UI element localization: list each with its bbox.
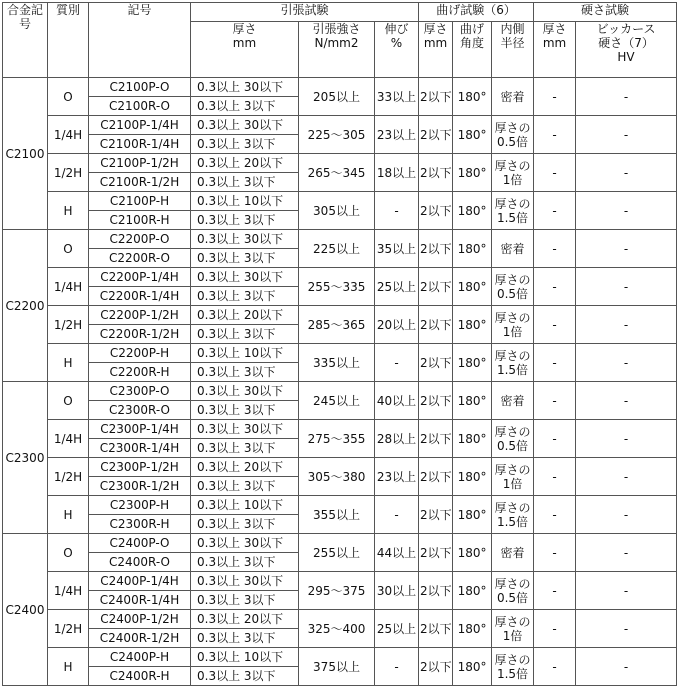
symbol-cell: C2100P-1/4H	[89, 116, 191, 135]
vickers-hardness-cell: -	[576, 344, 677, 382]
symbol-cell: C2100P-O	[89, 78, 191, 97]
symbol-cell: C2300P-1/4H	[89, 420, 191, 439]
vickers-hardness-cell: -	[576, 610, 677, 648]
symbol-cell: C2200P-O	[89, 230, 191, 249]
elongation-cell: 44以上	[375, 534, 419, 572]
symbol-cell: C2100R-H	[89, 211, 191, 230]
inner-radius-cell: 厚さの 0.5倍	[492, 268, 534, 306]
thickness-range-cell: 0.3以上 30以下	[191, 420, 299, 439]
tensile-strength-cell: 245以上	[299, 382, 375, 420]
temper-cell: 1/4H	[48, 420, 89, 458]
temper-cell: H	[48, 192, 89, 230]
inner-radius-cell: 密着	[492, 78, 534, 116]
hardness-thickness-cell: -	[534, 420, 576, 458]
bend-angle-cell: 180°	[453, 534, 492, 572]
hardness-thickness-cell: -	[534, 610, 576, 648]
elongation-cell: 25以上	[375, 610, 419, 648]
copper-alloy-spec-table	[2, 2, 677, 686]
inner-radius-cell: 厚さの 1.5倍	[492, 648, 534, 686]
temper-cell: H	[48, 344, 89, 382]
elongation-cell: -	[375, 496, 419, 534]
table-row	[3, 306, 677, 325]
thickness-range-cell: 0.3以上 3以下	[191, 629, 299, 648]
symbol-cell: C2200R-H	[89, 363, 191, 382]
thickness-range-cell: 0.3以上 3以下	[191, 173, 299, 192]
symbol-cell: C2400R-O	[89, 553, 191, 572]
bend-angle-cell: 180°	[453, 648, 492, 686]
vickers-hardness-cell: -	[576, 268, 677, 306]
elongation-cell: 25以上	[375, 268, 419, 306]
header-bend-angle: 曲げ 角度	[453, 22, 492, 78]
tensile-strength-cell: 255～335	[299, 268, 375, 306]
inner-radius-cell: 厚さの 1倍	[492, 154, 534, 192]
table-row	[3, 116, 677, 135]
table-row	[3, 78, 677, 97]
header-inner-radius: 内側 半径	[492, 22, 534, 78]
table-row	[3, 382, 677, 401]
hardness-thickness-cell: -	[534, 458, 576, 496]
bend-thickness-cell: 2以下	[419, 610, 453, 648]
temper-cell: H	[48, 648, 89, 686]
elongation-cell: 18以上	[375, 154, 419, 192]
elongation-cell: 30以上	[375, 572, 419, 610]
hardness-thickness-cell: -	[534, 154, 576, 192]
tensile-strength-cell: 375以上	[299, 648, 375, 686]
symbol-cell: C2200R-1/4H	[89, 287, 191, 306]
thickness-range-cell: 0.3以上 20以下	[191, 154, 299, 173]
bend-angle-cell: 180°	[453, 610, 492, 648]
thickness-range-cell: 0.3以上 20以下	[191, 610, 299, 629]
alloy-cell: C2100	[3, 78, 48, 230]
thickness-range-cell: 0.3以上 20以下	[191, 306, 299, 325]
header-vickers-hardness: ビッカース 硬さ（7） HV	[576, 22, 677, 78]
bend-angle-cell: 180°	[453, 420, 492, 458]
symbol-cell: C2400P-1/2H	[89, 610, 191, 629]
bend-thickness-cell: 2以下	[419, 382, 453, 420]
inner-radius-cell: 厚さの 1.5倍	[492, 496, 534, 534]
tensile-strength-cell: 305以上	[299, 192, 375, 230]
hardness-thickness-cell: -	[534, 496, 576, 534]
tensile-strength-cell: 295～375	[299, 572, 375, 610]
hardness-thickness-cell: -	[534, 344, 576, 382]
hardness-thickness-cell: -	[534, 648, 576, 686]
vickers-hardness-cell: -	[576, 572, 677, 610]
tensile-strength-cell: 255以上	[299, 534, 375, 572]
temper-cell: O	[48, 382, 89, 420]
bend-angle-cell: 180°	[453, 496, 492, 534]
symbol-cell: C2300P-H	[89, 496, 191, 515]
temper-cell: 1/2H	[48, 154, 89, 192]
thickness-range-cell: 0.3以上 3以下	[191, 667, 299, 686]
temper-cell: 1/4H	[48, 268, 89, 306]
temper-cell: 1/4H	[48, 116, 89, 154]
tensile-strength-cell: 355以上	[299, 496, 375, 534]
symbol-cell: C2100R-1/4H	[89, 135, 191, 154]
thickness-range-cell: 0.3以上 3以下	[191, 515, 299, 534]
symbol-cell: C2300R-1/2H	[89, 477, 191, 496]
bend-thickness-cell: 2以下	[419, 154, 453, 192]
tensile-strength-cell: 335以上	[299, 344, 375, 382]
inner-radius-cell: 厚さの 1.5倍	[492, 192, 534, 230]
bend-thickness-cell: 2以下	[419, 78, 453, 116]
inner-radius-cell: 厚さの 1.5倍	[492, 344, 534, 382]
tensile-strength-cell: 205以上	[299, 78, 375, 116]
thickness-range-cell: 0.3以上 30以下	[191, 78, 299, 97]
hardness-thickness-cell: -	[534, 268, 576, 306]
symbol-cell: C2100R-1/2H	[89, 173, 191, 192]
temper-cell: 1/2H	[48, 610, 89, 648]
bend-angle-cell: 180°	[453, 306, 492, 344]
table-row	[3, 534, 677, 553]
symbol-cell: C2300P-O	[89, 382, 191, 401]
elongation-cell: -	[375, 344, 419, 382]
symbol-cell: C2400P-H	[89, 648, 191, 667]
hardness-thickness-cell: -	[534, 116, 576, 154]
alloy-cell: C2300	[3, 382, 48, 534]
inner-radius-cell: 厚さの 1倍	[492, 458, 534, 496]
thickness-range-cell: 0.3以上 10以下	[191, 496, 299, 515]
inner-radius-cell: 密着	[492, 534, 534, 572]
vickers-hardness-cell: -	[576, 648, 677, 686]
header-tensile-strength: 引張強さ N/mm2	[299, 22, 375, 78]
thickness-range-cell: 0.3以上 3以下	[191, 325, 299, 344]
tensile-strength-cell: 225以上	[299, 230, 375, 268]
symbol-cell: C2200P-H	[89, 344, 191, 363]
inner-radius-cell: 厚さの 1倍	[492, 610, 534, 648]
elongation-cell: 40以上	[375, 382, 419, 420]
thickness-range-cell: 0.3以上 30以下	[191, 116, 299, 135]
header-hardness-test: 硬さ試験	[534, 3, 677, 22]
thickness-range-cell: 0.3以上 3以下	[191, 363, 299, 382]
header-symbol: 記号	[89, 3, 191, 78]
alloy-cell: C2400	[3, 534, 48, 686]
symbol-cell: C2200R-1/2H	[89, 325, 191, 344]
table-row	[3, 648, 677, 667]
vickers-hardness-cell: -	[576, 534, 677, 572]
bend-thickness-cell: 2以下	[419, 534, 453, 572]
thickness-range-cell: 0.3以上 10以下	[191, 192, 299, 211]
table-row	[3, 458, 677, 477]
vickers-hardness-cell: -	[576, 382, 677, 420]
bend-thickness-cell: 2以下	[419, 496, 453, 534]
symbol-cell: C2200P-1/4H	[89, 268, 191, 287]
thickness-range-cell: 0.3以上 30以下	[191, 382, 299, 401]
table-body	[3, 78, 677, 686]
inner-radius-cell: 厚さの 0.5倍	[492, 572, 534, 610]
hardness-thickness-cell: -	[534, 382, 576, 420]
hardness-thickness-cell: -	[534, 534, 576, 572]
symbol-cell: C2200P-1/2H	[89, 306, 191, 325]
header-bend-thickness: 厚さ mm	[419, 22, 453, 78]
hardness-thickness-cell: -	[534, 572, 576, 610]
hardness-thickness-cell: -	[534, 78, 576, 116]
thickness-range-cell: 0.3以上 3以下	[191, 97, 299, 116]
bend-thickness-cell: 2以下	[419, 458, 453, 496]
alloy-cell: C2200	[3, 230, 48, 382]
inner-radius-cell: 密着	[492, 382, 534, 420]
thickness-range-cell: 0.3以上 30以下	[191, 534, 299, 553]
elongation-cell: 35以上	[375, 230, 419, 268]
temper-cell: 1/2H	[48, 458, 89, 496]
temper-cell: H	[48, 496, 89, 534]
bend-thickness-cell: 2以下	[419, 420, 453, 458]
bend-thickness-cell: 2以下	[419, 230, 453, 268]
elongation-cell: 23以上	[375, 116, 419, 154]
table-row	[3, 496, 677, 515]
bend-thickness-cell: 2以下	[419, 306, 453, 344]
vickers-hardness-cell: -	[576, 420, 677, 458]
vickers-hardness-cell: -	[576, 192, 677, 230]
symbol-cell: C2300R-H	[89, 515, 191, 534]
vickers-hardness-cell: -	[576, 154, 677, 192]
thickness-range-cell: 0.3以上 3以下	[191, 439, 299, 458]
vickers-hardness-cell: -	[576, 458, 677, 496]
hardness-thickness-cell: -	[534, 306, 576, 344]
bend-angle-cell: 180°	[453, 382, 492, 420]
inner-radius-cell: 厚さの 0.5倍	[492, 420, 534, 458]
thickness-range-cell: 0.3以上 3以下	[191, 249, 299, 268]
elongation-cell: 23以上	[375, 458, 419, 496]
symbol-cell: C2400R-1/2H	[89, 629, 191, 648]
thickness-range-cell: 0.3以上 30以下	[191, 572, 299, 591]
bend-angle-cell: 180°	[453, 572, 492, 610]
thickness-range-cell: 0.3以上 3以下	[191, 211, 299, 230]
elongation-cell: -	[375, 192, 419, 230]
temper-cell: O	[48, 534, 89, 572]
header-temper: 質別	[48, 3, 89, 78]
header-tensile-test: 引張試験	[191, 3, 419, 22]
tensile-strength-cell: 325～400	[299, 610, 375, 648]
elongation-cell: 33以上	[375, 78, 419, 116]
table-row	[3, 192, 677, 211]
symbol-cell: C2400R-H	[89, 667, 191, 686]
bend-angle-cell: 180°	[453, 116, 492, 154]
vickers-hardness-cell: -	[576, 116, 677, 154]
header-hardness-thickness: 厚さ mm	[534, 22, 576, 78]
symbol-cell: C2400P-O	[89, 534, 191, 553]
bend-thickness-cell: 2以下	[419, 116, 453, 154]
bend-thickness-cell: 2以下	[419, 572, 453, 610]
symbol-cell: C2300P-1/2H	[89, 458, 191, 477]
bend-thickness-cell: 2以下	[419, 268, 453, 306]
vickers-hardness-cell: -	[576, 496, 677, 534]
table-row	[3, 268, 677, 287]
thickness-range-cell: 0.3以上 3以下	[191, 401, 299, 420]
temper-cell: 1/2H	[48, 306, 89, 344]
thickness-range-cell: 0.3以上 3以下	[191, 477, 299, 496]
table-row	[3, 154, 677, 173]
bend-thickness-cell: 2以下	[419, 648, 453, 686]
symbol-cell: C2400P-1/4H	[89, 572, 191, 591]
header-alloy: 合金記 号	[3, 3, 48, 78]
tensile-strength-cell: 305～380	[299, 458, 375, 496]
symbol-cell: C2100P-H	[89, 192, 191, 211]
hardness-thickness-cell: -	[534, 192, 576, 230]
bend-angle-cell: 180°	[453, 192, 492, 230]
bend-angle-cell: 180°	[453, 78, 492, 116]
symbol-cell: C2100R-O	[89, 97, 191, 116]
temper-cell: O	[48, 78, 89, 116]
header-tensile-thickness: 厚さ mm	[191, 22, 299, 78]
elongation-cell: -	[375, 648, 419, 686]
bend-angle-cell: 180°	[453, 458, 492, 496]
tensile-strength-cell: 275～355	[299, 420, 375, 458]
bend-angle-cell: 180°	[453, 154, 492, 192]
table-row	[3, 572, 677, 591]
thickness-range-cell: 0.3以上 3以下	[191, 553, 299, 572]
bend-thickness-cell: 2以下	[419, 344, 453, 382]
bend-thickness-cell: 2以下	[419, 192, 453, 230]
thickness-range-cell: 0.3以上 3以下	[191, 591, 299, 610]
thickness-range-cell: 0.3以上 10以下	[191, 344, 299, 363]
vickers-hardness-cell: -	[576, 230, 677, 268]
symbol-cell: C2300R-1/4H	[89, 439, 191, 458]
inner-radius-cell: 密着	[492, 230, 534, 268]
symbol-cell: C2400R-1/4H	[89, 591, 191, 610]
symbol-cell: C2300R-O	[89, 401, 191, 420]
hardness-thickness-cell: -	[534, 230, 576, 268]
tensile-strength-cell: 285～365	[299, 306, 375, 344]
temper-cell: O	[48, 230, 89, 268]
table-row	[3, 420, 677, 439]
thickness-range-cell: 0.3以上 30以下	[191, 268, 299, 287]
inner-radius-cell: 厚さの 0.5倍	[492, 116, 534, 154]
elongation-cell: 20以上	[375, 306, 419, 344]
symbol-cell: C2200R-O	[89, 249, 191, 268]
thickness-range-cell: 0.3以上 3以下	[191, 287, 299, 306]
elongation-cell: 28以上	[375, 420, 419, 458]
thickness-range-cell: 0.3以上 3以下	[191, 135, 299, 154]
table-row	[3, 610, 677, 629]
vickers-hardness-cell: -	[576, 78, 677, 116]
table-row	[3, 230, 677, 249]
inner-radius-cell: 厚さの 1倍	[492, 306, 534, 344]
bend-angle-cell: 180°	[453, 268, 492, 306]
vickers-hardness-cell: -	[576, 306, 677, 344]
table-row	[3, 344, 677, 363]
tensile-strength-cell: 265～345	[299, 154, 375, 192]
tensile-strength-cell: 225～305	[299, 116, 375, 154]
thickness-range-cell: 0.3以上 30以下	[191, 230, 299, 249]
header-elongation: 伸び %	[375, 22, 419, 78]
bend-angle-cell: 180°	[453, 344, 492, 382]
header-bend-test: 曲げ試験（6）	[419, 3, 534, 22]
bend-angle-cell: 180°	[453, 230, 492, 268]
thickness-range-cell: 0.3以上 20以下	[191, 458, 299, 477]
thickness-range-cell: 0.3以上 10以下	[191, 648, 299, 667]
temper-cell: 1/4H	[48, 572, 89, 610]
symbol-cell: C2100P-1/2H	[89, 154, 191, 173]
